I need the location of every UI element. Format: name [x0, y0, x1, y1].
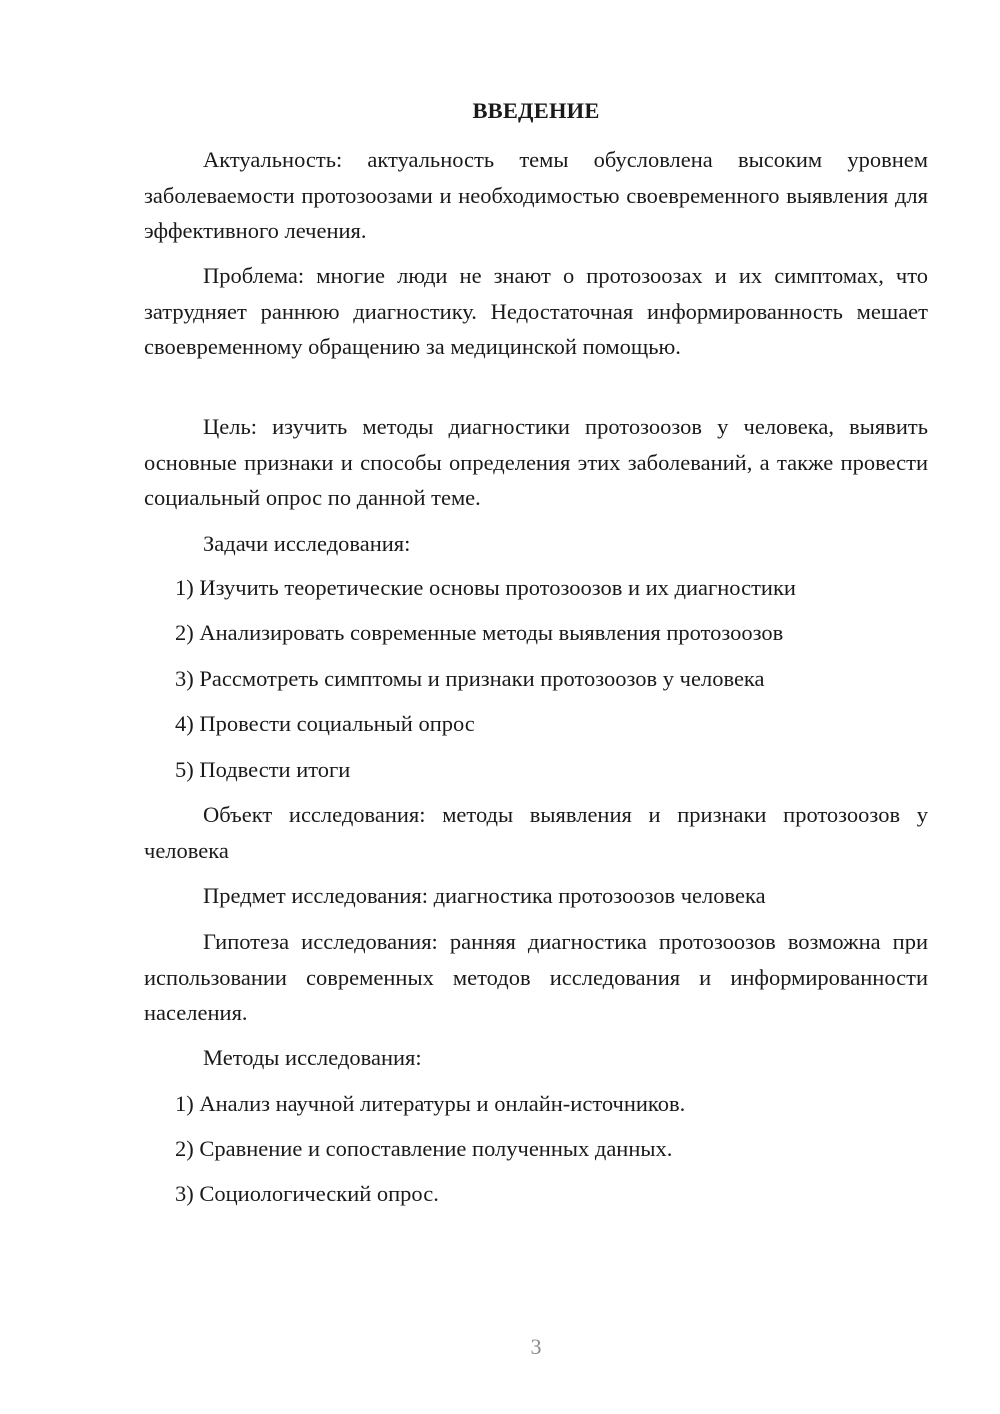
object-paragraph: Объект исследования: методы выявления и признаки протозоозов у человека	[144, 802, 928, 863]
section-title: ВВЕДЕНИЕ	[472, 98, 600, 123]
problem-paragraph: Проблема: многие люди не знают о протозоозах и их симптомах, что затрудняет раннюю диагностику. Недостаточная информированность мешает своевременному обращению за медицинской помощью.	[144, 263, 928, 359]
method-item-3: 3) Социологический опрос.	[175, 1181, 439, 1206]
relevance-paragraph: Актуальность: актуальность темы обусловлена высоким уровнем заболеваемости протозоозами и необходимостью своевременного выявления для эффективного лечения.	[144, 147, 928, 243]
tasks-heading: Задачи исследования:	[203, 531, 411, 556]
task-item-2: 2) Анализировать современные методы выявления протозоозов	[175, 620, 784, 645]
task-item-5: 5) Подвести итоги	[175, 757, 351, 782]
task-item-4: 4) Провести социальный опрос	[175, 711, 475, 736]
method-item-1: 1) Анализ научной литературы и онлайн-источников.	[175, 1091, 686, 1116]
task-item-3: 3) Рассмотреть симптомы и признаки протозоозов у человека	[175, 666, 765, 691]
hypothesis-paragraph: Гипотеза исследования: ранняя диагностика протозоозов возможна при использовании современных методов исследования и информированности населения.	[144, 929, 928, 1025]
task-item-1: 1) Изучить теоретические основы протозоозов и их диагностики	[175, 575, 796, 600]
method-item-2: 2) Сравнение и сопоставление полученных данных.	[175, 1136, 673, 1161]
subject-paragraph: Предмет исследования: диагностика протозоозов человека	[203, 883, 766, 908]
goal-paragraph: Цель: изучить методы диагностики протозоозов у человека, выявить основные признаки и способы определения этих заболеваний, а также провести социальный опрос по данной теме.	[144, 414, 928, 510]
page-number: 3	[530, 1334, 542, 1359]
methods-heading: Методы исследования:	[203, 1045, 422, 1070]
